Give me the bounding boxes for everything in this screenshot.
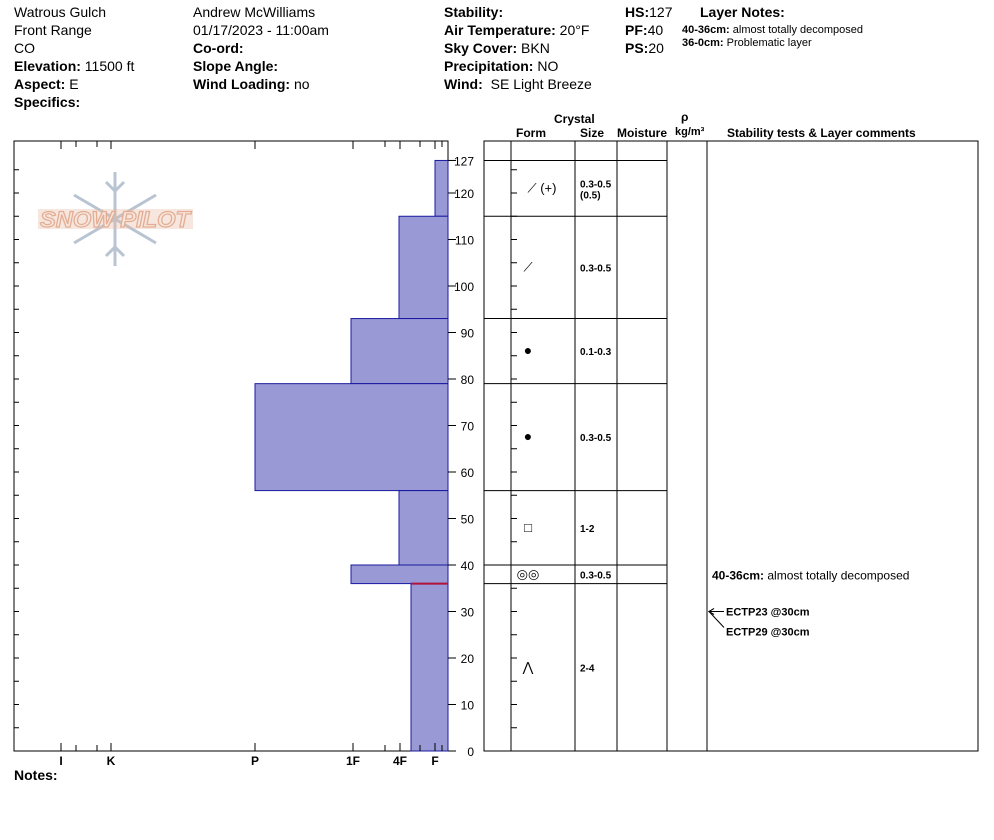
y-tick-label: 110 bbox=[454, 233, 474, 248]
pf-label: PF: bbox=[625, 22, 648, 38]
y-tick-label: 70 bbox=[460, 419, 474, 434]
x-tick-label: I bbox=[59, 754, 63, 768]
hardness-bar-2 bbox=[399, 216, 448, 318]
grain-form-icon: ◎◎ bbox=[516, 566, 540, 582]
y-tick-label: 127 bbox=[453, 154, 474, 169]
layer-notes-title: Layer Notes: bbox=[700, 4, 785, 20]
grain-size: 0.3-0.5 bbox=[580, 179, 612, 191]
y-tick-label: 80 bbox=[460, 373, 474, 387]
location: Watrous Gulch bbox=[14, 4, 107, 20]
grain-size: 0.3-0.5 bbox=[580, 433, 612, 445]
wind-loading-value: no bbox=[293, 76, 310, 92]
hardness-bar-4 bbox=[255, 384, 448, 491]
stability-test-arrow bbox=[709, 612, 724, 628]
hardness-bar-5 bbox=[399, 491, 448, 565]
stability-label: Stability: bbox=[444, 4, 504, 20]
hardness-bar-3 bbox=[351, 319, 448, 384]
sky-label: Sky Cover: bbox=[444, 40, 518, 56]
grain-form-icon: ⟋ bbox=[523, 259, 533, 275]
y-tick-label: 50 bbox=[460, 512, 474, 527]
air-temp-label: Air Temperature: bbox=[444, 22, 556, 38]
y-tick-label: 60 bbox=[460, 466, 474, 480]
rho-header: ρ bbox=[681, 110, 689, 124]
wind-label: Wind: bbox=[444, 76, 483, 92]
grain-size-secondary: (0.5) bbox=[580, 190, 601, 202]
x-tick-label: 1F bbox=[345, 754, 361, 768]
form-header: Form bbox=[516, 126, 546, 140]
y-tick-label: 120 bbox=[453, 187, 474, 201]
elevation-value: 11500 ft bbox=[84, 58, 135, 74]
layer-table-frame bbox=[484, 141, 978, 751]
x-tick-label: K bbox=[106, 754, 116, 768]
layer-note-2-range: 36-0cm: bbox=[682, 37, 724, 49]
slope-label: Slope Angle: bbox=[193, 58, 279, 74]
layer-note-1-text: almost totally decomposed bbox=[732, 24, 863, 36]
moisture-header: Moisture bbox=[617, 126, 668, 140]
size-header: Size bbox=[580, 126, 605, 140]
y-tick-label: 30 bbox=[460, 605, 474, 620]
grain-form-icon: □ bbox=[524, 519, 532, 535]
hs-label: HS: bbox=[625, 4, 650, 20]
logo-band bbox=[38, 209, 193, 229]
wind-value: SE Light Breeze bbox=[490, 76, 592, 92]
crystal-header: Crystal bbox=[554, 112, 595, 126]
y-tick-label: 40 bbox=[460, 559, 474, 573]
notes-label: Notes: bbox=[14, 767, 58, 783]
grain-form-icon: ⟋ (+) bbox=[527, 180, 557, 196]
aspect-label: Aspect: bbox=[14, 76, 66, 92]
wind-loading-label: Wind Loading: bbox=[193, 76, 291, 92]
y-tick-label: 100 bbox=[453, 280, 474, 294]
elevation-label: Elevation: bbox=[14, 58, 81, 74]
hardness-bar-6 bbox=[351, 565, 448, 584]
coord-label: Co-ord: bbox=[193, 40, 244, 56]
hs-value: 127 bbox=[649, 4, 673, 20]
stability-test: ECTP29 @30cm bbox=[726, 626, 810, 639]
layer-note-1-range: 40-36cm: bbox=[682, 24, 730, 36]
grain-size: 2-4 bbox=[580, 663, 595, 675]
air-temp-value: 20°F bbox=[559, 22, 590, 38]
density-unit-header: kg/m³ bbox=[675, 126, 705, 138]
observer: Andrew McWilliams bbox=[193, 4, 316, 20]
grain-size: 0.3-0.5 bbox=[580, 570, 612, 582]
ps-label: PS: bbox=[625, 40, 649, 56]
layer-comment: 40-36cm: almost totally decomposed bbox=[712, 568, 910, 583]
specifics-label: Specifics: bbox=[14, 94, 81, 110]
ps-value: 20 bbox=[648, 40, 664, 56]
y-tick-label: 90 bbox=[460, 326, 474, 341]
grain-size: 0.1-0.3 bbox=[580, 347, 612, 359]
state: CO bbox=[14, 40, 35, 56]
precip-value: NO bbox=[537, 58, 559, 74]
x-tick-label: P bbox=[250, 754, 260, 768]
datetime: 01/17/2023 - 11:00am bbox=[193, 22, 329, 38]
x-tick-label: F bbox=[431, 754, 439, 768]
hardness-bar-1 bbox=[435, 160, 448, 216]
x-tick-label: 4F bbox=[392, 754, 408, 768]
snow-pilot-logo: SNOW PILOT bbox=[40, 207, 192, 232]
grain-form-icon: ● bbox=[523, 342, 533, 359]
y-tick-label: 10 bbox=[460, 698, 474, 713]
layer-note-2-text: Problematic layer bbox=[726, 37, 812, 49]
grain-size: 1-2 bbox=[580, 523, 595, 535]
sky-value: BKN bbox=[521, 40, 550, 56]
grain-size: 0.3-0.5 bbox=[580, 263, 612, 275]
stability-comments-header: Stability tests & Layer comments bbox=[727, 126, 916, 140]
range: Front Range bbox=[14, 22, 92, 38]
y-tick-label: 0 bbox=[467, 745, 474, 759]
stability-test: ECTP23 @30cm bbox=[726, 606, 810, 619]
grain-form-icon: ⋀ bbox=[522, 659, 534, 675]
precip-label: Precipitation: bbox=[444, 58, 534, 74]
grain-form-icon: ● bbox=[523, 428, 533, 445]
hardness-bar-7 bbox=[411, 584, 448, 751]
aspect-value: E bbox=[69, 76, 79, 92]
y-tick-label: 20 bbox=[460, 652, 474, 666]
pf-value: 40 bbox=[647, 22, 664, 38]
